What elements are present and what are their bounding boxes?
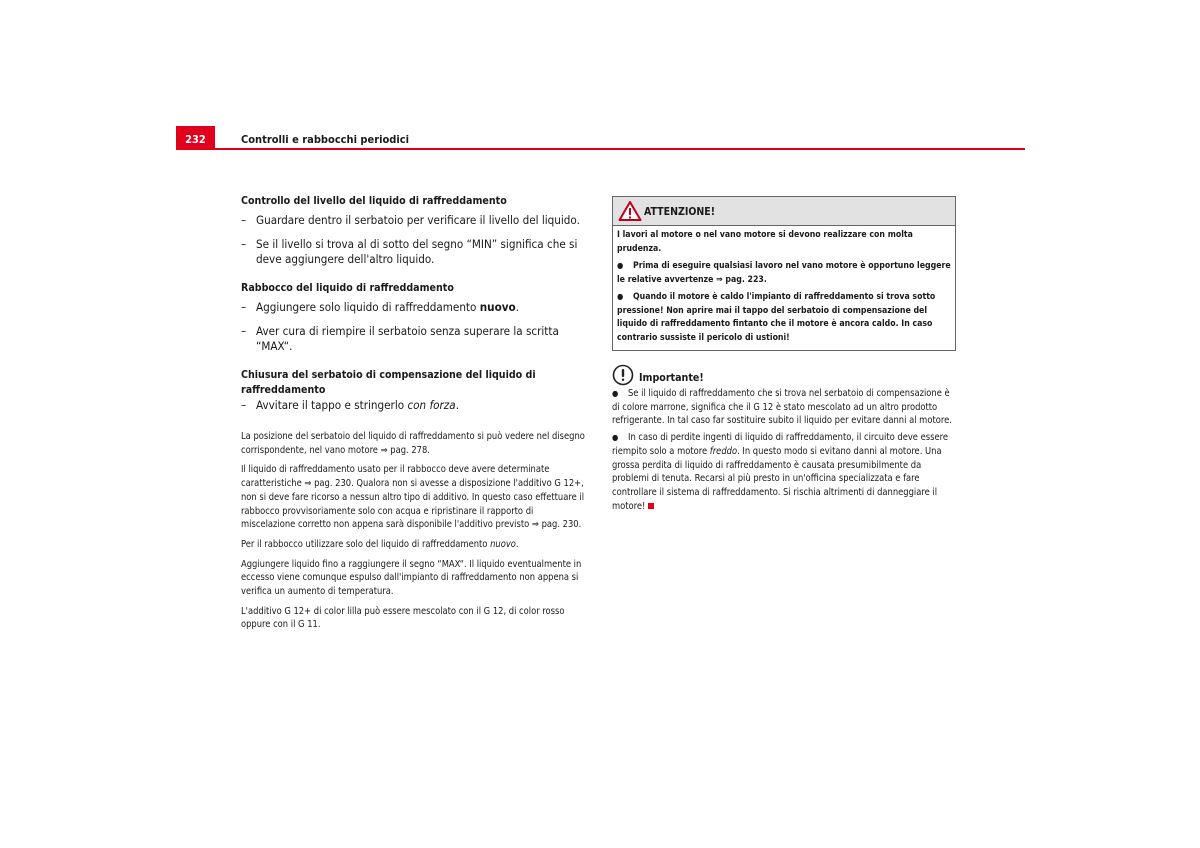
step-item: – Avvitare il tappo e stringerlo con forza.: [241, 398, 459, 412]
section-heading: Rabbocco del liquido di raffreddamento: [241, 282, 454, 294]
section-heading: Chiusura del serbatoio di compensazione del liquido di raffreddamento: [241, 369, 536, 396]
note-paragraph: La posizione del serbatoio del liquido di raffreddamento si può vedere nel disegno corrispondente, nel vano motore ⇒ pag. 278.: [241, 431, 585, 456]
chapter-title: Controlli e rabbocchi periodici: [241, 133, 410, 146]
warning-triangle-icon: [618, 200, 642, 222]
step-item: – Aggiungere solo liquido di raffreddamento nuovo.: [241, 300, 520, 314]
bullet-icon: ●: [617, 261, 624, 270]
warning-bullet: ● Quando il motore è caldo l'impianto di raffreddamento si trova sotto pressione! Non aprire mai il tappo del serbatoio di compensazione del liquido di raffreddamento fintanto che il motore è ancora caldo. In caso contrario sussiste il pericolo di ustioni!: [617, 292, 936, 343]
section-heading: Controllo del livello del liquido di raffreddamento: [241, 195, 507, 207]
step-item: – Se il livello si trova al di sotto del segno “MIN” significa che si deve aggiungere dell'altro liquido.: [241, 237, 578, 266]
important-box: [612, 365, 956, 513]
important-title: Importante!: [639, 372, 704, 384]
note-paragraph: Per il rabbocco utilizzare solo del liquido di raffreddamento nuovo.: [241, 538, 519, 550]
warning-box: [612, 196, 956, 351]
bullet-icon: ●: [612, 433, 619, 443]
exclamation-circle-icon: [612, 364, 634, 386]
important-bullet: ● In caso di perdite ingenti di liquido di raffreddamento, il circuito deve essere riempito solo a motore freddo. In questo modo si evitano danni al motore. Una grossa perdita di liquido di raffreddamento è causata presumibilmente da problemi di tenuta. Recarsi al più presto in un'officina specializzata e fare controllare il sistema di raffreddamento. Si rischia altrimenti di danneggiare il motore!: [612, 432, 948, 512]
important-body: [612, 387, 956, 513]
warning-bullet: ● Prima di eseguire qualsiasi lavoro nel vano motore è opportuno leggere le relative avvertenze ⇒ pag. 223.: [617, 261, 951, 285]
step-item: – Aver cura di riempire il serbatoio senza superare la scritta “MAX“.: [241, 324, 559, 353]
step-text: Aggiungere solo liquido di raffreddamento nuovo.: [256, 300, 520, 314]
page-number: 232: [176, 126, 215, 148]
step-text: Guardare dentro il serbatoio per verificare il livello del liquido.: [256, 213, 580, 227]
header-rule: [176, 148, 1025, 150]
note-paragraph: Il liquido di raffreddamento usato per il rabbocco deve avere determinate caratteristiche ⇒ pag. 230. Qualora non si avesse a disposizione l'additivo G 12+, non si deve fare ricorso a nessun altro tipo di additivo. In questo caso effettuare il rabbocco provvisoriamente solo con acqua e ripristinare il rapporto di miscelazione corretto non appena sarà disponibile l'additivo previsto ⇒ pag. 230.: [241, 464, 585, 531]
step-text: Se il livello si trova al di sotto del segno “MIN” significa che si deve aggiungere dell'altro liquido.: [256, 237, 578, 266]
warning-header: [613, 197, 955, 226]
end-square-icon: [648, 503, 654, 509]
important-header: [612, 365, 956, 387]
warning-text: I lavori al motore o nel vano motore si devono realizzare con molta prudenza.: [617, 230, 913, 254]
warning-title: ATTENZIONE!: [644, 206, 716, 218]
important-bullet: ● Se il liquido di raffreddamento che si trova nel serbatoio di compensazione è di colore marrone, significa che il G 12 è stato mescolato ad un altro prodotto refrigerante. In tal caso far sostituire subito il liquido per evitare danni al motore.: [612, 388, 952, 427]
right-column: [612, 196, 956, 516]
step-text: Aver cura di riempire il serbatoio senza superare la scritta “MAX“.: [256, 324, 559, 353]
step-item: – Guardare dentro il serbatoio per verificare il livello del liquido.: [241, 213, 580, 227]
bullet-icon: ●: [617, 292, 624, 301]
warning-body: [613, 226, 955, 350]
note-paragraph: Aggiungere liquido fino a raggiungere il segno “MAX“. Il liquido eventualmente in eccesso viene comunque espulso dall'impianto di raffreddamento non appena si verifica un aumento di temperatura.: [241, 558, 582, 598]
step-text: Avvitare il tappo e stringerlo con forza.: [256, 398, 459, 412]
note-paragraph: L'additivo G 12+ di color lilla può essere mescolato con il G 12, di color rosso oppure con il G 11.: [241, 605, 565, 631]
left-column: [241, 194, 586, 632]
bullet-icon: ●: [612, 389, 619, 398]
